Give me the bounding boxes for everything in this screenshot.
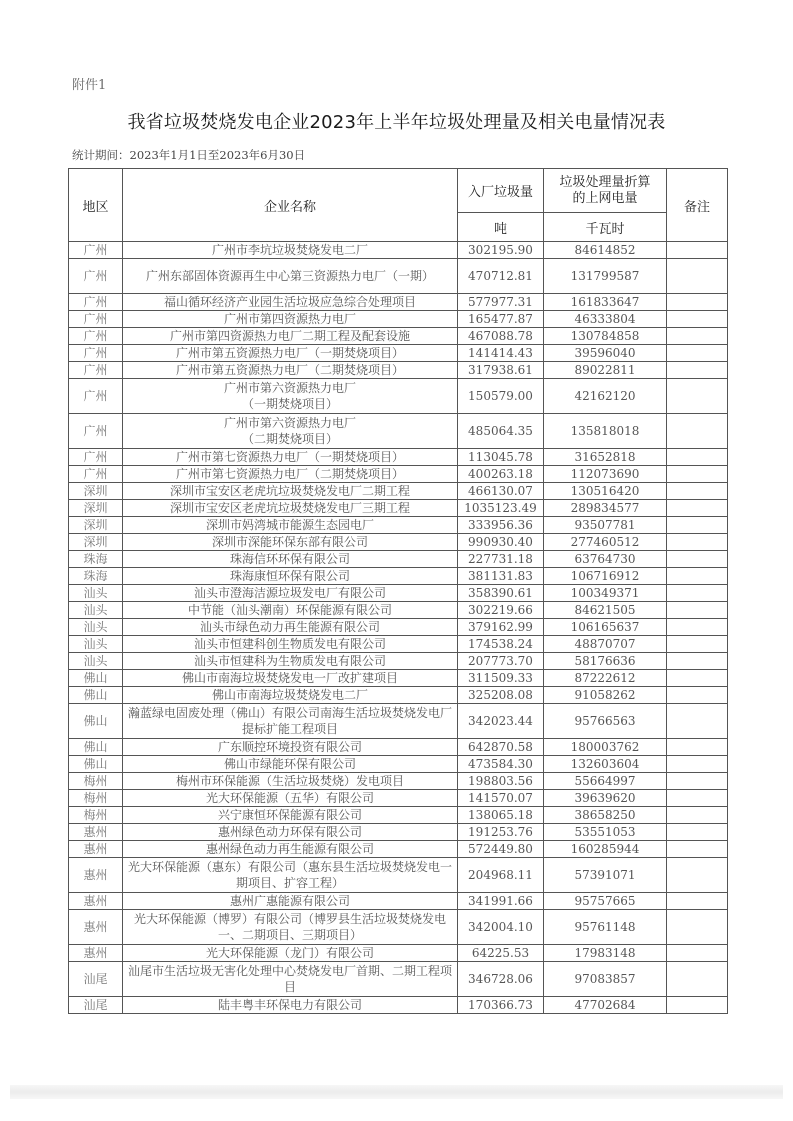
intake-tons-cell: 174538.24 xyxy=(458,636,544,653)
region-cell: 惠州 xyxy=(69,893,123,910)
note-cell xyxy=(667,773,728,790)
table-row xyxy=(69,414,728,449)
header-intake-unit: 吨 xyxy=(458,213,544,242)
note-cell xyxy=(667,345,728,362)
table-row xyxy=(69,756,728,773)
region-cell: 梅州 xyxy=(69,773,123,790)
company-name-cell: 广州市第七资源热力电厂（一期焚烧项目） xyxy=(123,449,458,466)
intake-tons-cell: 470712.81 xyxy=(458,259,544,294)
table-row xyxy=(69,773,728,790)
header-region: 地区 xyxy=(69,169,123,242)
note-cell xyxy=(667,414,728,449)
intake-tons-cell: 642870.58 xyxy=(458,739,544,756)
intake-tons-cell: 317938.61 xyxy=(458,362,544,379)
power-kwh-cell: 160285944 xyxy=(544,841,667,858)
header-power-unit: 千瓦时 xyxy=(544,213,667,242)
company-name-cell: 汕尾市生活垃圾无害化处理中心焚烧发电厂首期、二期工程项目 xyxy=(123,962,458,997)
note-cell xyxy=(667,636,728,653)
region-cell: 汕头 xyxy=(69,653,123,670)
power-kwh-cell: 57391071 xyxy=(544,858,667,893)
company-name-cell: 惠州广惠能源有限公司 xyxy=(123,893,458,910)
table-row xyxy=(69,517,728,534)
table-row xyxy=(69,259,728,294)
company-name-cell: 汕头市恒建科为生物质发电有限公司 xyxy=(123,653,458,670)
company-name-cell: 汕头市澄海洁源垃圾发电厂有限公司 xyxy=(123,585,458,602)
region-cell: 惠州 xyxy=(69,945,123,962)
company-name-cell: 广东顺控环境投资有限公司 xyxy=(123,739,458,756)
region-cell: 梅州 xyxy=(69,790,123,807)
note-cell xyxy=(667,670,728,687)
intake-tons-cell: 342004.10 xyxy=(458,910,544,945)
intake-tons-cell: 113045.78 xyxy=(458,449,544,466)
intake-tons-cell: 381131.83 xyxy=(458,568,544,585)
table-row xyxy=(69,636,728,653)
note-cell xyxy=(667,910,728,945)
intake-tons-cell: 358390.61 xyxy=(458,585,544,602)
intake-tons-cell: 150579.00 xyxy=(458,379,544,414)
company-name-cell: 深圳市深能环保东部有限公司 xyxy=(123,534,458,551)
power-kwh-cell: 130784858 xyxy=(544,328,667,345)
statistics-period: 统计期间：2023年1月1日至2023年6月30日 xyxy=(72,148,306,162)
note-cell xyxy=(667,517,728,534)
table-row xyxy=(69,790,728,807)
header-power-text: 垃圾处理量折算的上网电量 xyxy=(559,174,651,206)
table-row xyxy=(69,962,728,997)
intake-tons-cell: 400263.18 xyxy=(458,466,544,483)
power-kwh-cell: 106716912 xyxy=(544,568,667,585)
header-intake: 入厂垃圾量 xyxy=(458,169,544,213)
note-cell xyxy=(667,534,728,551)
note-cell xyxy=(667,824,728,841)
table-row xyxy=(69,379,728,414)
note-cell xyxy=(667,756,728,773)
table-row xyxy=(69,824,728,841)
table-row xyxy=(69,739,728,756)
region-cell: 广州 xyxy=(69,311,123,328)
note-cell xyxy=(667,466,728,483)
power-kwh-cell: 97083857 xyxy=(544,962,667,997)
company-name-cell: 深圳市妈湾城市能源生态园电厂 xyxy=(123,517,458,534)
intake-tons-cell: 572449.80 xyxy=(458,841,544,858)
power-kwh-cell: 39639620 xyxy=(544,790,667,807)
intake-tons-cell: 191253.76 xyxy=(458,824,544,841)
power-kwh-cell: 39596040 xyxy=(544,345,667,362)
region-cell: 珠海 xyxy=(69,551,123,568)
company-name-cell: 广州市第六资源热力电厂 （一期焚烧项目） xyxy=(123,379,458,414)
power-kwh-cell: 131799587 xyxy=(544,259,667,294)
note-cell xyxy=(667,739,728,756)
table-row xyxy=(69,704,728,739)
intake-tons-cell: 1035123.49 xyxy=(458,500,544,517)
note-cell xyxy=(667,841,728,858)
company-name-cell: 惠州绿色动力再生能源有限公司 xyxy=(123,841,458,858)
table-row xyxy=(69,619,728,636)
header-power xyxy=(544,169,667,213)
intake-tons-cell: 311509.33 xyxy=(458,670,544,687)
company-name-cell: 佛山市南海垃圾焚烧发电一厂改扩建项目 xyxy=(123,670,458,687)
region-cell: 广州 xyxy=(69,345,123,362)
region-cell: 汕尾 xyxy=(69,962,123,997)
region-cell: 惠州 xyxy=(69,824,123,841)
scan-artifact-band xyxy=(10,1085,783,1099)
region-cell: 汕头 xyxy=(69,636,123,653)
table-row xyxy=(69,807,728,824)
company-name-cell: 瀚蓝绿电固废处理（佛山）有限公司南海生活垃圾焚烧发电厂提标扩能工程项目 xyxy=(123,704,458,739)
power-kwh-cell: 180003762 xyxy=(544,739,667,756)
power-kwh-cell: 46333804 xyxy=(544,311,667,328)
table-row xyxy=(69,653,728,670)
intake-tons-cell: 333956.36 xyxy=(458,517,544,534)
region-cell: 深圳 xyxy=(69,483,123,500)
region-cell: 深圳 xyxy=(69,517,123,534)
note-cell xyxy=(667,790,728,807)
company-name-cell: 广州市李坑垃圾焚烧发电二厂 xyxy=(123,242,458,259)
table-row xyxy=(69,483,728,500)
data-table xyxy=(68,168,728,1014)
power-kwh-cell: 91058262 xyxy=(544,687,667,704)
note-cell xyxy=(667,551,728,568)
table-row xyxy=(69,242,728,259)
intake-tons-cell: 467088.78 xyxy=(458,328,544,345)
power-kwh-cell: 87222612 xyxy=(544,670,667,687)
note-cell xyxy=(667,602,728,619)
power-kwh-cell: 106165637 xyxy=(544,619,667,636)
intake-tons-cell: 141414.43 xyxy=(458,345,544,362)
company-name-cell: 兴宁康恒环保能源有限公司 xyxy=(123,807,458,824)
power-kwh-cell: 100349371 xyxy=(544,585,667,602)
region-cell: 汕头 xyxy=(69,602,123,619)
company-name-cell: 光大环保能源（五华）有限公司 xyxy=(123,790,458,807)
table-row xyxy=(69,568,728,585)
company-name-cell: 广州市第七资源热力电厂（二期焚烧项目） xyxy=(123,466,458,483)
intake-tons-cell: 342023.44 xyxy=(458,704,544,739)
region-cell: 惠州 xyxy=(69,910,123,945)
table-row xyxy=(69,345,728,362)
intake-tons-cell: 302219.66 xyxy=(458,602,544,619)
note-cell xyxy=(667,449,728,466)
region-cell: 广州 xyxy=(69,242,123,259)
region-cell: 广州 xyxy=(69,414,123,449)
power-kwh-cell: 161833647 xyxy=(544,294,667,311)
note-cell xyxy=(667,328,728,345)
power-kwh-cell: 132603604 xyxy=(544,756,667,773)
power-kwh-cell: 42162120 xyxy=(544,379,667,414)
note-cell xyxy=(667,259,728,294)
company-name-cell: 汕头市绿色动力再生能源有限公司 xyxy=(123,619,458,636)
intake-tons-cell: 227731.18 xyxy=(458,551,544,568)
note-cell xyxy=(667,997,728,1014)
power-kwh-cell: 17983148 xyxy=(544,945,667,962)
note-cell xyxy=(667,362,728,379)
note-cell xyxy=(667,653,728,670)
region-cell: 广州 xyxy=(69,466,123,483)
region-cell: 珠海 xyxy=(69,568,123,585)
note-cell xyxy=(667,619,728,636)
intake-tons-cell: 207773.70 xyxy=(458,653,544,670)
table-row xyxy=(69,328,728,345)
region-cell: 佛山 xyxy=(69,670,123,687)
region-cell: 佛山 xyxy=(69,704,123,739)
power-kwh-cell: 93507781 xyxy=(544,517,667,534)
power-kwh-cell: 48870707 xyxy=(544,636,667,653)
header-note: 备注 xyxy=(667,169,728,242)
intake-tons-cell: 64225.53 xyxy=(458,945,544,962)
region-cell: 汕头 xyxy=(69,585,123,602)
table-row xyxy=(69,311,728,328)
power-kwh-cell: 130516420 xyxy=(544,483,667,500)
power-kwh-cell: 31652818 xyxy=(544,449,667,466)
note-cell xyxy=(667,893,728,910)
note-cell xyxy=(667,311,728,328)
company-name-cell: 中节能（汕头潮南）环保能源有限公司 xyxy=(123,602,458,619)
region-cell: 广州 xyxy=(69,294,123,311)
table-row xyxy=(69,534,728,551)
company-name-cell: 惠州绿色动力环保有限公司 xyxy=(123,824,458,841)
company-name-cell: 佛山市南海垃圾焚烧发电二厂 xyxy=(123,687,458,704)
company-name-cell: 深圳市宝安区老虎坑垃圾焚烧发电厂二期工程 xyxy=(123,483,458,500)
intake-tons-cell: 138065.18 xyxy=(458,807,544,824)
company-name-cell: 汕头市恒建科创生物质发电有限公司 xyxy=(123,636,458,653)
region-cell: 深圳 xyxy=(69,500,123,517)
note-cell xyxy=(667,687,728,704)
region-cell: 深圳 xyxy=(69,534,123,551)
power-kwh-cell: 95766563 xyxy=(544,704,667,739)
note-cell xyxy=(667,483,728,500)
company-name-cell: 广州市第四资源热力电厂二期工程及配套设施 xyxy=(123,328,458,345)
region-cell: 广州 xyxy=(69,362,123,379)
power-kwh-cell: 47702684 xyxy=(544,997,667,1014)
intake-tons-cell: 473584.30 xyxy=(458,756,544,773)
table-row xyxy=(69,841,728,858)
intake-tons-cell: 170366.73 xyxy=(458,997,544,1014)
intake-tons-cell: 204968.11 xyxy=(458,858,544,893)
company-name-cell: 广州市第四资源热力电厂 xyxy=(123,311,458,328)
region-cell: 惠州 xyxy=(69,858,123,893)
power-kwh-cell: 58176636 xyxy=(544,653,667,670)
company-name-cell: 珠海信环环保有限公司 xyxy=(123,551,458,568)
table-row xyxy=(69,551,728,568)
region-cell: 广州 xyxy=(69,259,123,294)
company-name-cell: 广州市第五资源热力电厂（一期焚烧项目） xyxy=(123,345,458,362)
document-title: 我省垃圾焚烧发电企业2023年上半年垃圾处理量及相关电量情况表 xyxy=(127,112,666,133)
region-cell: 广州 xyxy=(69,379,123,414)
intake-tons-cell: 325208.08 xyxy=(458,687,544,704)
note-cell xyxy=(667,858,728,893)
intake-tons-cell: 466130.07 xyxy=(458,483,544,500)
note-cell xyxy=(667,945,728,962)
power-kwh-cell: 277460512 xyxy=(544,534,667,551)
company-name-cell: 梅州市环保能源（生活垃圾焚烧）发电项目 xyxy=(123,773,458,790)
company-name-cell: 光大环保能源（惠东）有限公司（惠东县生活垃圾焚烧发电一期项目、扩容工程） xyxy=(123,858,458,893)
intake-tons-cell: 341991.66 xyxy=(458,893,544,910)
table-row xyxy=(69,585,728,602)
region-cell: 汕尾 xyxy=(69,997,123,1014)
table-row xyxy=(69,910,728,945)
company-name-cell: 佛山市绿能环保有限公司 xyxy=(123,756,458,773)
intake-tons-cell: 346728.06 xyxy=(458,962,544,997)
power-kwh-cell: 289834577 xyxy=(544,500,667,517)
table-row xyxy=(69,997,728,1014)
intake-tons-cell: 990930.40 xyxy=(458,534,544,551)
power-kwh-cell: 84614852 xyxy=(544,242,667,259)
table-row xyxy=(69,466,728,483)
power-kwh-cell: 53551053 xyxy=(544,824,667,841)
note-cell xyxy=(667,807,728,824)
attachment-label: 附件1 xyxy=(72,78,107,93)
region-cell: 广州 xyxy=(69,328,123,345)
note-cell xyxy=(667,585,728,602)
intake-tons-cell: 379162.99 xyxy=(458,619,544,636)
power-kwh-cell: 95757665 xyxy=(544,893,667,910)
power-kwh-cell: 112073690 xyxy=(544,466,667,483)
region-cell: 广州 xyxy=(69,449,123,466)
table-row xyxy=(69,670,728,687)
note-cell xyxy=(667,568,728,585)
note-cell xyxy=(667,242,728,259)
company-name-cell: 福山循环经济产业园生活垃圾应急综合处理项目 xyxy=(123,294,458,311)
power-kwh-cell: 63764730 xyxy=(544,551,667,568)
region-cell: 汕头 xyxy=(69,619,123,636)
intake-tons-cell: 198803.56 xyxy=(458,773,544,790)
company-name-cell: 深圳市宝安区老虎坑垃圾焚烧发电厂三期工程 xyxy=(123,500,458,517)
note-cell xyxy=(667,962,728,997)
company-name-cell: 光大环保能源（龙门）有限公司 xyxy=(123,945,458,962)
table-row xyxy=(69,893,728,910)
company-name-cell: 广州市第六资源热力电厂 （二期焚烧项目） xyxy=(123,414,458,449)
intake-tons-cell: 485064.35 xyxy=(458,414,544,449)
power-kwh-cell: 135818018 xyxy=(544,414,667,449)
company-name-cell: 广州东部固体资源再生中心第三资源热力电厂（一期） xyxy=(123,259,458,294)
intake-tons-cell: 302195.90 xyxy=(458,242,544,259)
power-kwh-cell: 89022811 xyxy=(544,362,667,379)
power-kwh-cell: 38658250 xyxy=(544,807,667,824)
region-cell: 梅州 xyxy=(69,807,123,824)
intake-tons-cell: 165477.87 xyxy=(458,311,544,328)
company-name-cell: 光大环保能源（博罗）有限公司（博罗县生活垃圾焚烧发电一、二期项目、三期项目） xyxy=(123,910,458,945)
company-name-cell: 广州市第五资源热力电厂（二期焚烧项目） xyxy=(123,362,458,379)
table-row xyxy=(69,449,728,466)
intake-tons-cell: 577977.31 xyxy=(458,294,544,311)
region-cell: 佛山 xyxy=(69,756,123,773)
note-cell xyxy=(667,294,728,311)
note-cell xyxy=(667,379,728,414)
region-cell: 惠州 xyxy=(69,841,123,858)
note-cell xyxy=(667,704,728,739)
table-row xyxy=(69,858,728,893)
power-kwh-cell: 55664997 xyxy=(544,773,667,790)
table-row xyxy=(69,602,728,619)
power-kwh-cell: 84621505 xyxy=(544,602,667,619)
table-row xyxy=(69,945,728,962)
table-row xyxy=(69,687,728,704)
power-kwh-cell: 95761148 xyxy=(544,910,667,945)
table-row xyxy=(69,500,728,517)
company-name-cell: 陆丰粤丰环保电力有限公司 xyxy=(123,997,458,1014)
intake-tons-cell: 141570.07 xyxy=(458,790,544,807)
header-company: 企业名称 xyxy=(123,169,458,242)
table-row xyxy=(69,362,728,379)
note-cell xyxy=(667,500,728,517)
company-name-cell: 珠海康恒环保有限公司 xyxy=(123,568,458,585)
region-cell: 佛山 xyxy=(69,687,123,704)
region-cell: 佛山 xyxy=(69,739,123,756)
table-row xyxy=(69,294,728,311)
